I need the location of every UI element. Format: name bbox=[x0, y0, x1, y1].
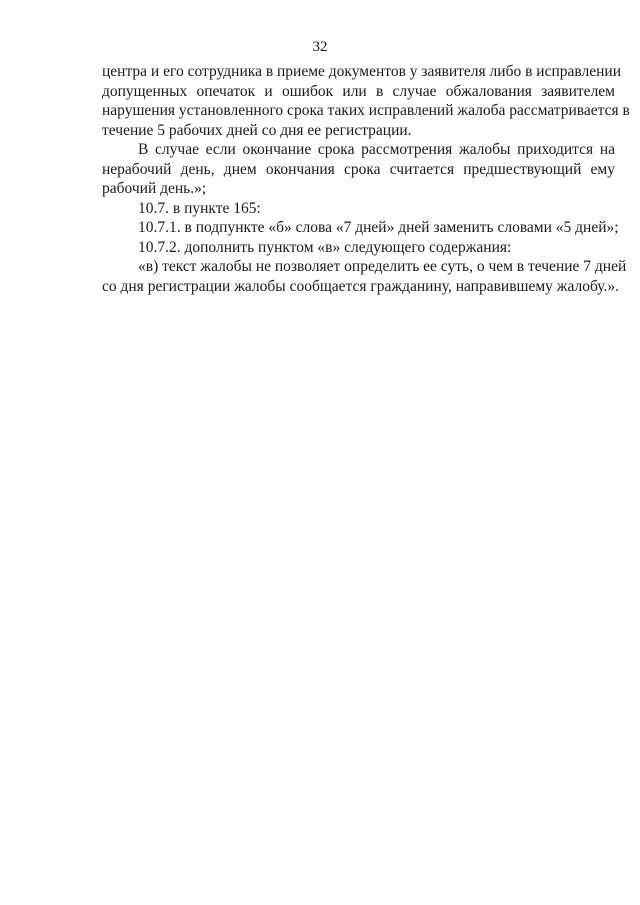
text-line: течение 5 рабочих дней со дня ее регистрации. bbox=[102, 121, 412, 139]
text-line: центра и его сотрудника в приеме документов у заявителя либо в исправлении bbox=[102, 63, 621, 80]
text-line: В случае если окончание срока рассмотрения жалобы приходится на bbox=[138, 141, 615, 158]
text-line: нарушения установленного срока таких исправлений жалоба рассматривается в bbox=[102, 102, 630, 119]
text-line: со дня регистрации жалобы сообщается гражданину, направившему жалобу.». bbox=[102, 277, 619, 295]
paragraph-item-10-7 bbox=[102, 199, 615, 219]
text-line: 10.7.2. дополнить пунктом «в» следующего содержания: bbox=[138, 238, 512, 256]
document-body bbox=[102, 62, 630, 296]
paragraph-new-subitem-v bbox=[102, 257, 627, 296]
text-line: нерабочий день, днем окончания срока считается предшествующий ему bbox=[102, 160, 615, 178]
text-line: 10.7. в пункте 165: bbox=[138, 199, 261, 217]
paragraph-continuation bbox=[102, 62, 630, 140]
paragraph-item-10-7-2 bbox=[102, 238, 615, 258]
paragraph-item-10-7-1 bbox=[102, 218, 619, 238]
text-line: «в) текст жалобы не позволяет определить ее суть, о чем в течение 7 дней bbox=[138, 258, 627, 275]
text-line: 10.7.1. в подпункте «б» слова «7 дней» дней заменить словами «5 дней»; bbox=[138, 219, 619, 236]
paragraph-deadline-rule bbox=[102, 140, 615, 199]
text-line: допущенных опечаток и ошибок или в случае обжалования заявителем bbox=[102, 82, 615, 100]
text-line: рабочий день.»; bbox=[102, 180, 207, 197]
page-number: 32 bbox=[312, 39, 328, 55]
